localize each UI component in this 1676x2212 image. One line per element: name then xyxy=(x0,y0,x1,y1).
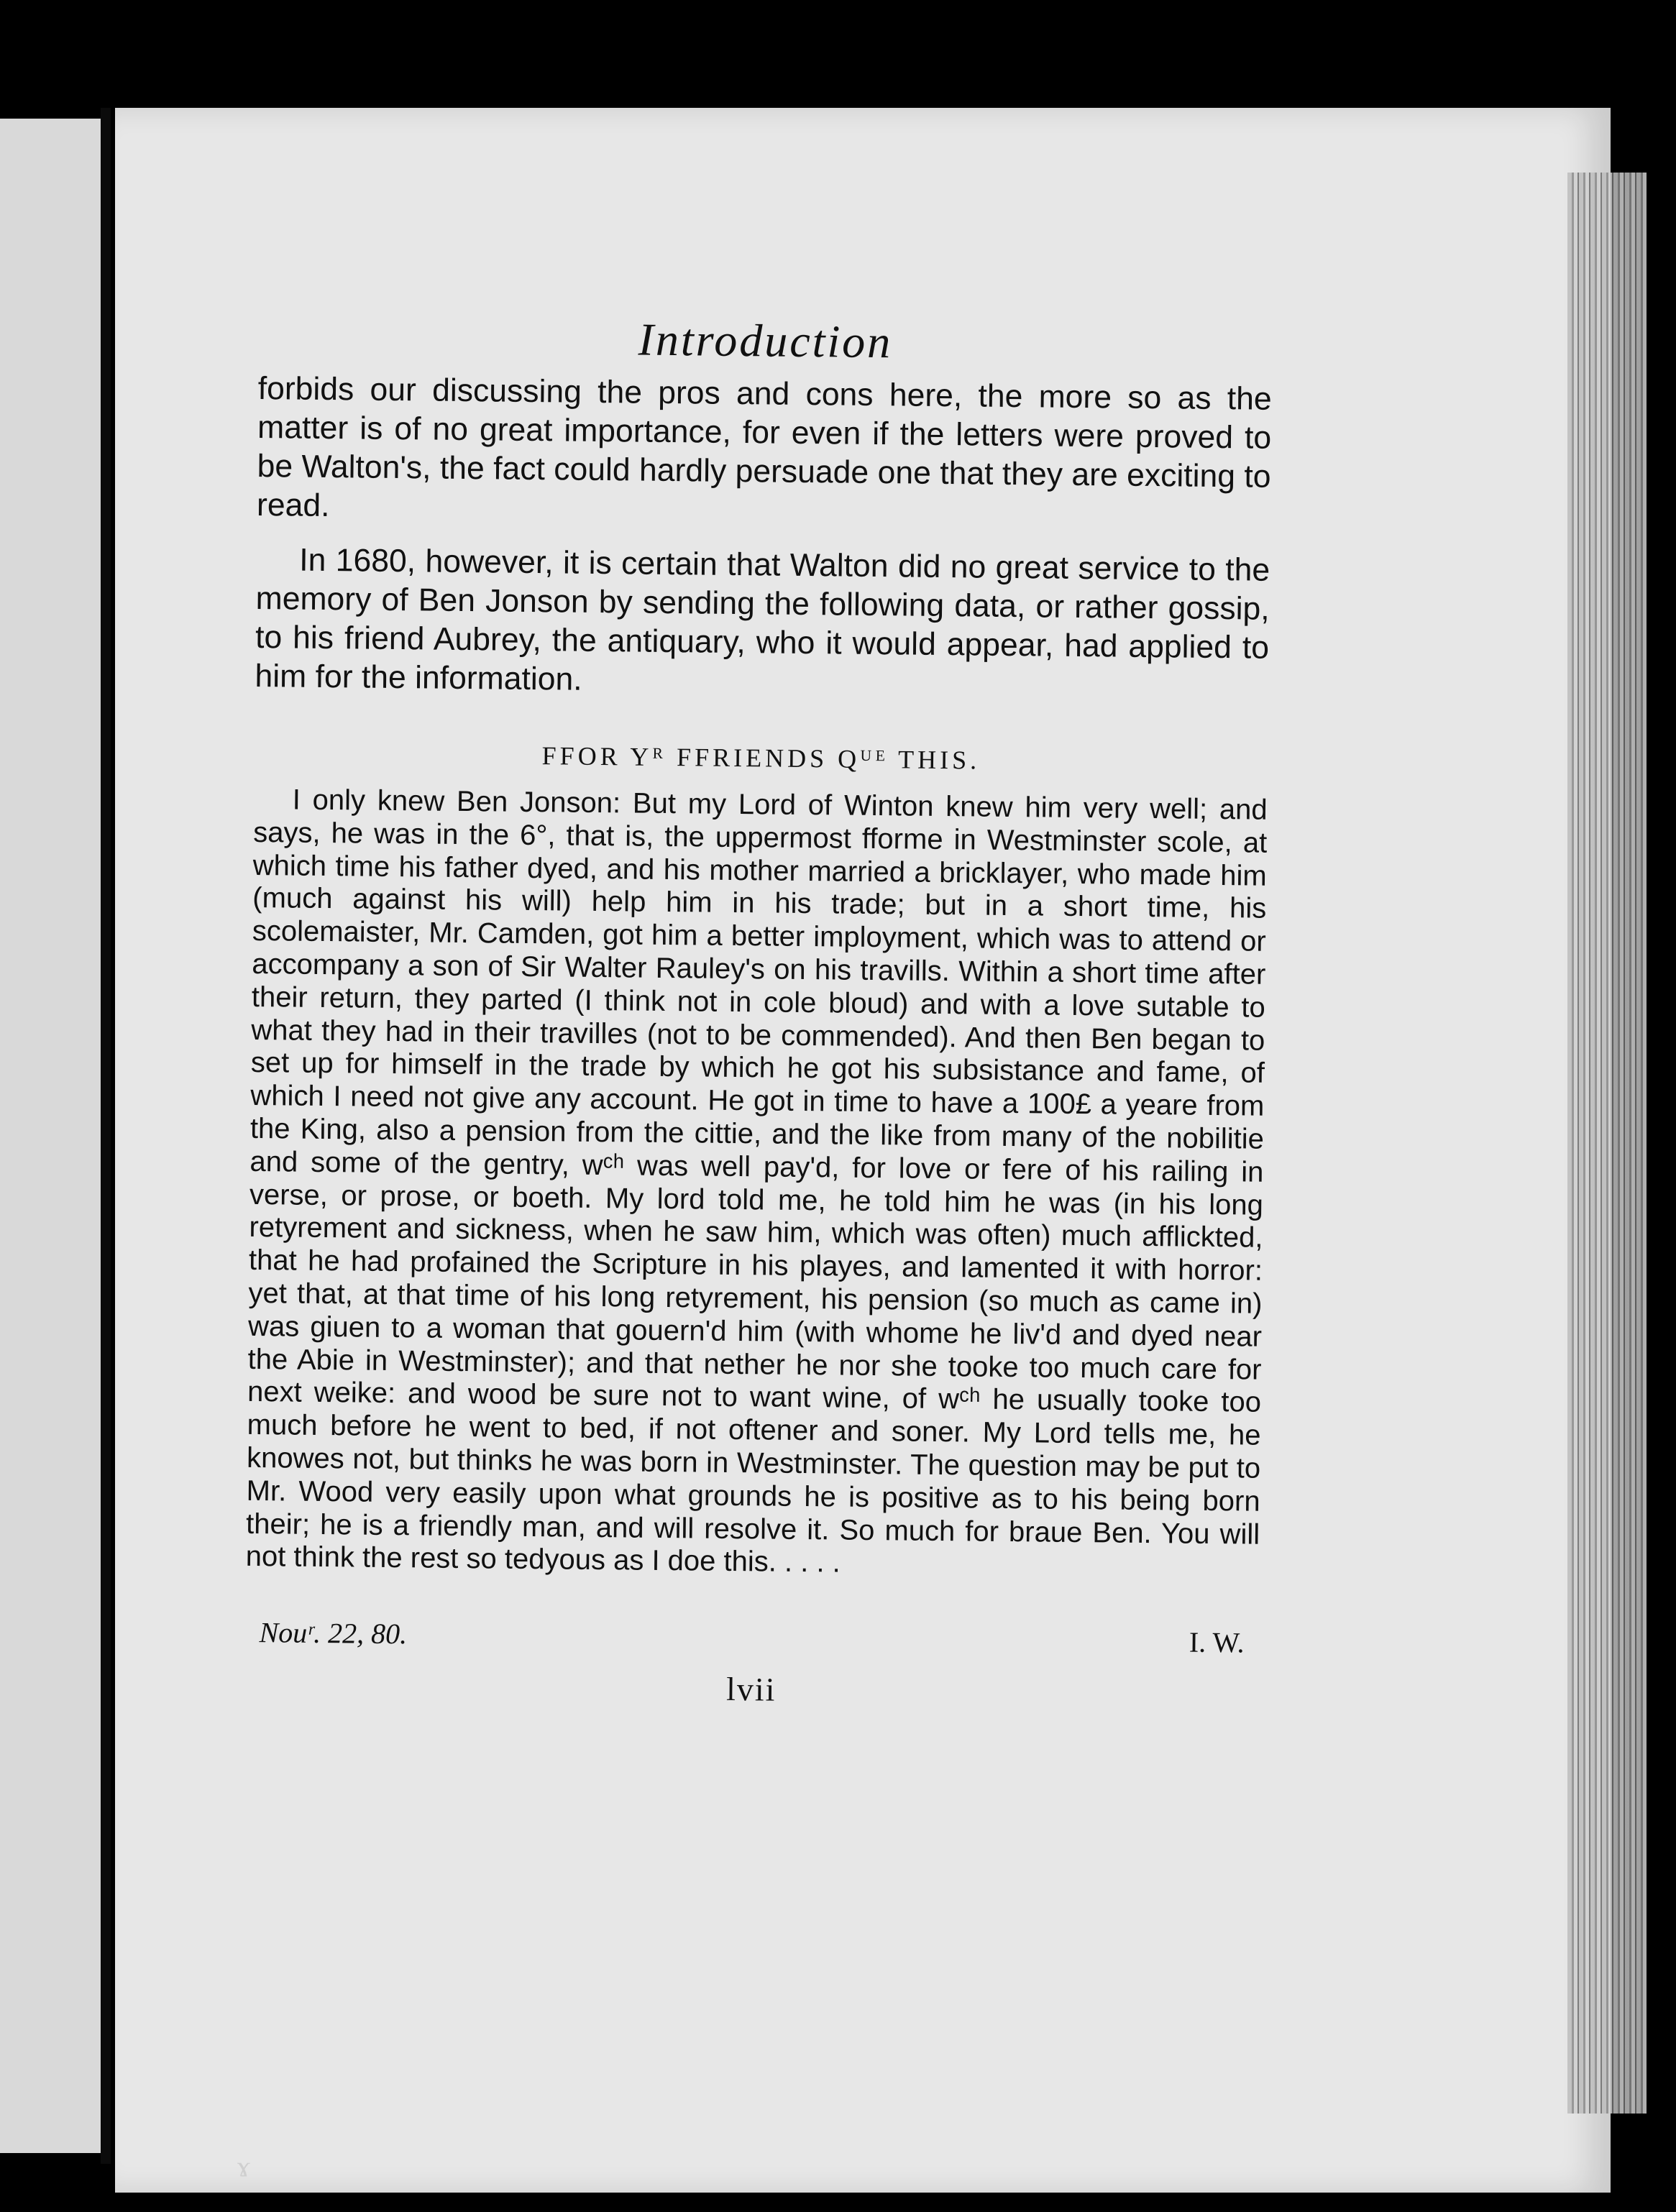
letter-heading: FFOR Yᴿ FFRIENDS Qᵁᴱ THIS. xyxy=(541,741,981,775)
book-gutter xyxy=(101,108,111,2164)
corner-mark: ɤ xyxy=(237,2150,250,2183)
page-fore-edge xyxy=(1567,173,1647,2114)
page-number: lvii xyxy=(725,1671,777,1708)
letter-body: I only knew Ben Jonson: But my Lord of Winton knew him very well; and says, he was in the 6°, that is, the uppermost fforme in Westminster scole, at which time his father dyed, and his mother married a bricklayer, who made him (much against his will) help him in his trade; but in a short time, his scolemaister, Mr. Camden, got him a better imployment, which was to attend or accompany a son of Sir Walter Rauley's on his travills. Within a short time after their return, they parted (I think not in cole bloud) and with a love sutable to what they had in their travilles (not to be commended). And then Ben began to set up for himself in the trade by which he got his subsistance and fame, of which I need not give any account. He got in time to have a 100£ a yeare from the King, also a pension from the cittie, and the like from many of the nobilitie and some of the gentry, wᶜʰ was well pay'd, for love or fere of his railing in verse, or prose, or boeth. My lord told me, he told him he was (in his long retyrement and sickness, when he saw him, which was often) much afflickted, that he had profained the Scripture in his playes, and lamented it with horror: yet that, at that time of his long retyrement, his pension (so much as came in) was giuen to a woman that gouern'd him (with whome he liv'd and dyed near the Abie in Westminster); and that nether he nor she tooke too much care for next weike: and wood be sure not to want wine, of wᶜʰ he usually tooke too much before he went to bed, if not oftener and soner. My Lord tells me, he knowes not, but thinks he was born in Westminster. The question may be put to Mr. Wood very easily upon what grounds he is positive as to his being born their; he is a friendly man, and will resolve it. So much for braue Ben. You will not think the rest so tedyous as I doe this. . . . . xyxy=(245,784,1268,1579)
paragraph-continuation: forbids our discussing the pros and cons here, the more so as the matter is of no great importance, for even if the letters were proved to be Walton's, the fact could hardly persuade one that they are exciting to read. xyxy=(256,370,1272,524)
letter-signoff xyxy=(244,1615,1258,1660)
signoff-initials: I. W. xyxy=(1189,1625,1245,1659)
paragraph-1680: In 1680, however, it is certain that Walton did no great service to the memory of Ben Jonson by sending the following data, or rather gossip, to his friend Aubrey, the antiquary, who it would appear, had applied to him for the information. xyxy=(255,542,1270,697)
signoff-date: Nouʳ. 22, 80. xyxy=(259,1616,408,1651)
previous-page-edge xyxy=(0,119,101,2153)
page-content xyxy=(244,302,1273,1714)
running-head: Introduction xyxy=(638,313,893,368)
